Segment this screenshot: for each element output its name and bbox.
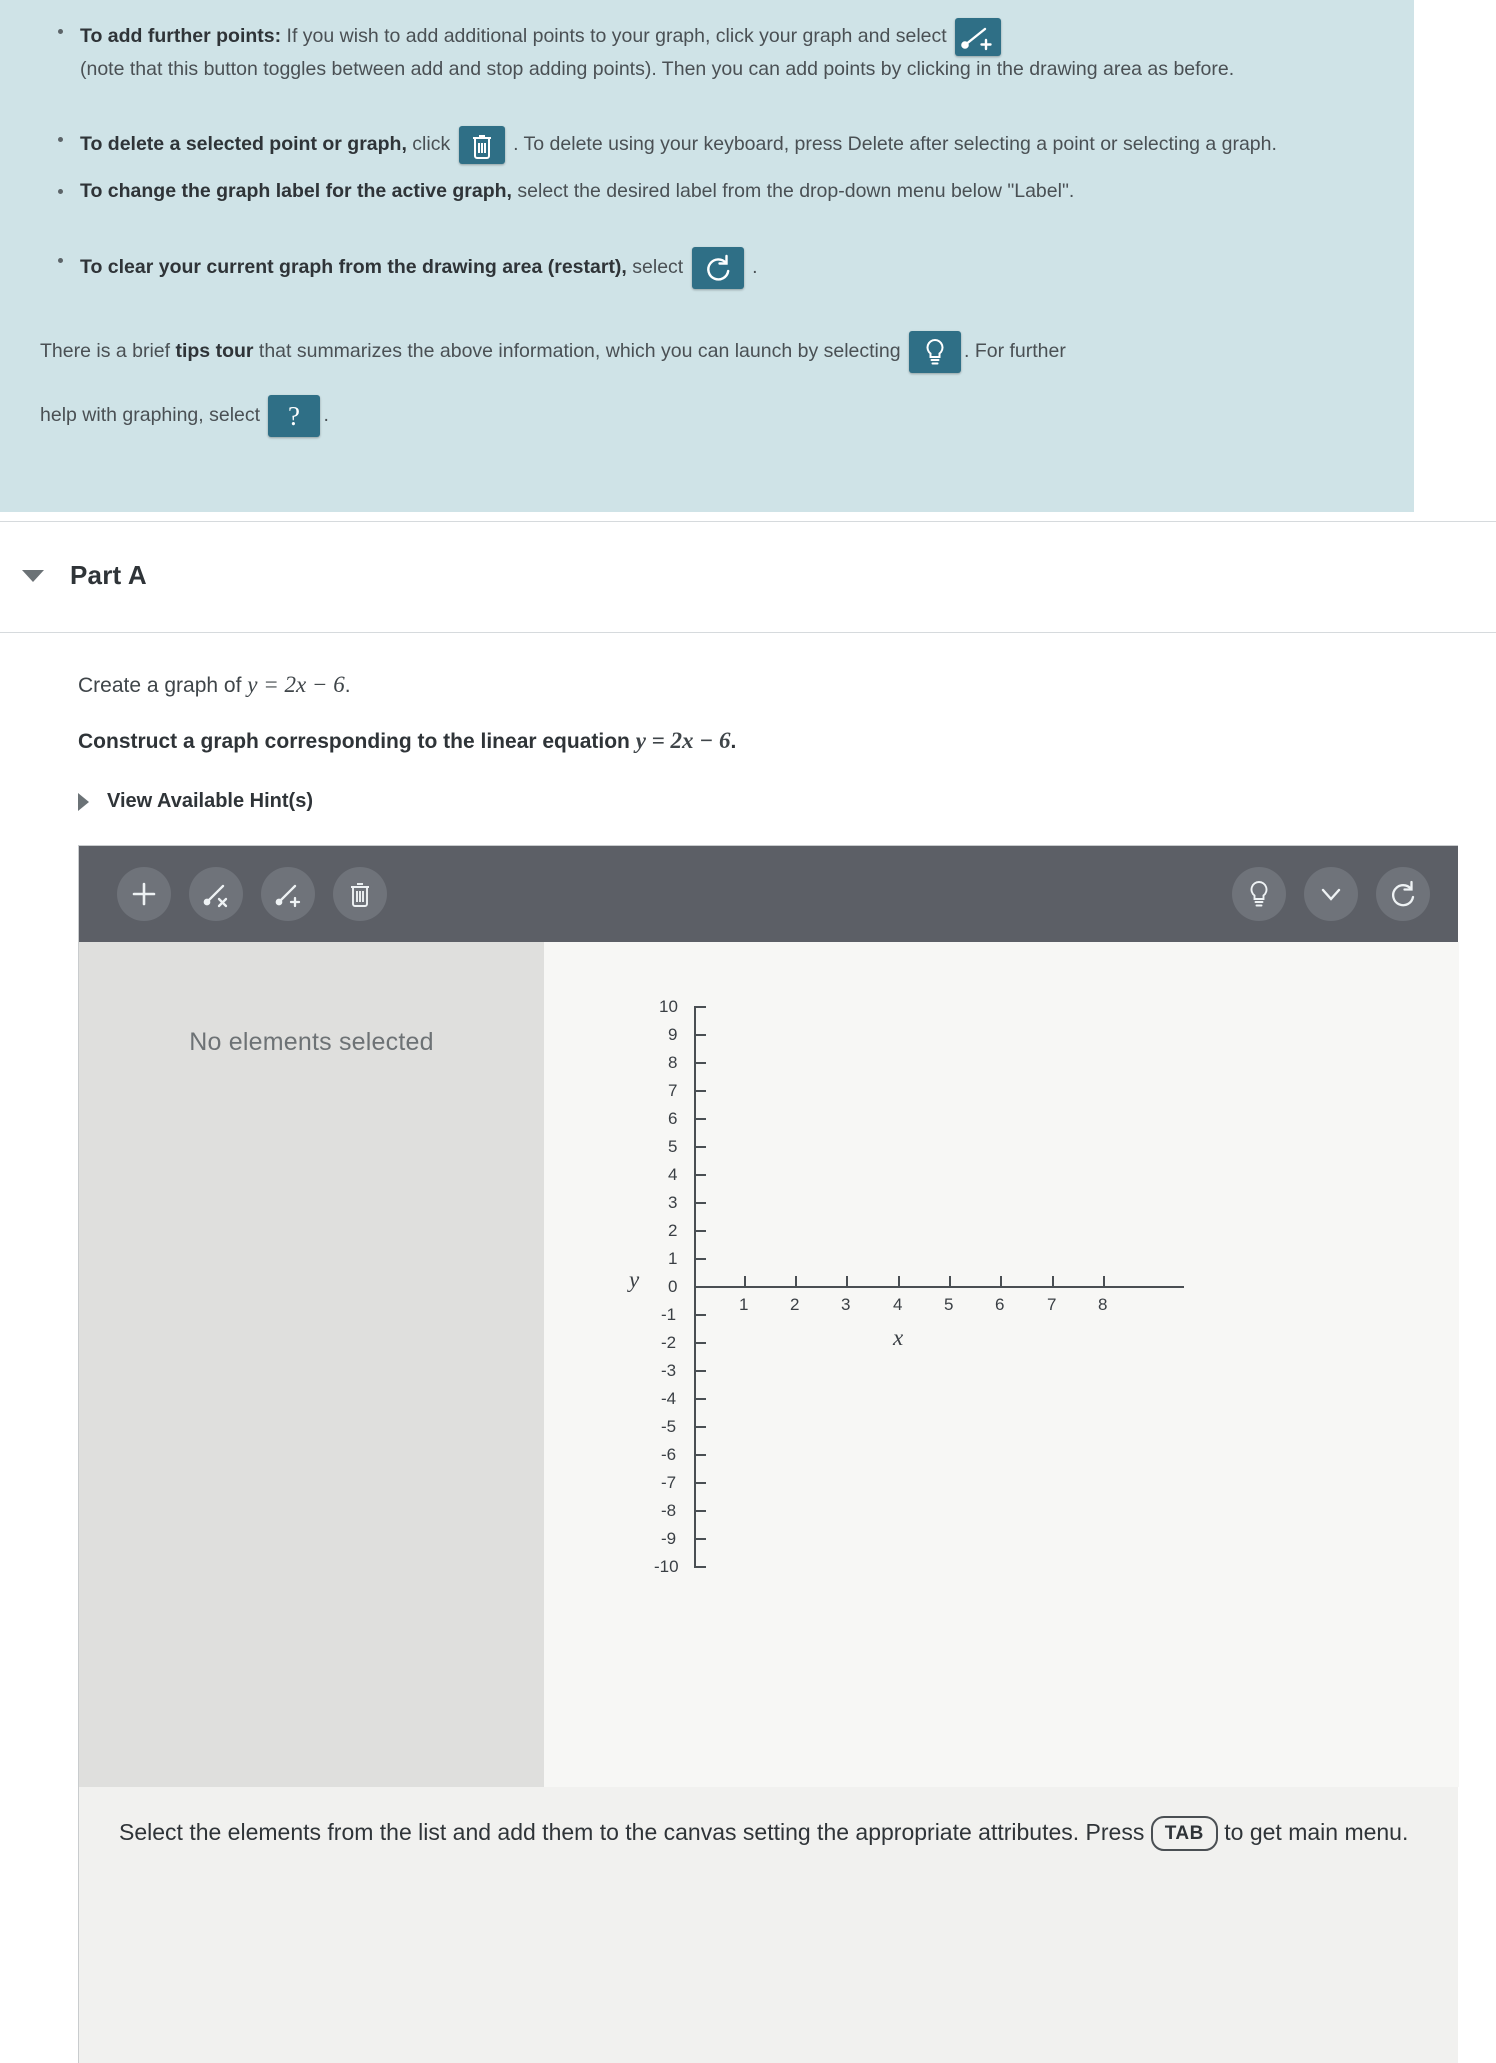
y-axis-label: y bbox=[629, 1267, 640, 1292]
part-a-instruction bbox=[78, 728, 736, 754]
help-text-after: . bbox=[323, 404, 329, 427]
applet-toolbar-right[interactable] bbox=[1232, 867, 1430, 921]
instruction-delete-text: click bbox=[406, 132, 451, 155]
add-point-icon[interactable] bbox=[955, 18, 1001, 56]
part-a-instruction-prefix: Construct a graph corresponding to the linear equation bbox=[78, 730, 636, 753]
part-a-prompt-prefix: Create a graph of bbox=[78, 674, 248, 697]
part-a-header[interactable] bbox=[0, 560, 1496, 591]
divider-part-a bbox=[0, 632, 1496, 633]
question-icon[interactable] bbox=[268, 395, 320, 437]
instruction-change-label bbox=[40, 178, 1374, 206]
instruction-change-label-text: select the desired label from the drop-down menu below "Label". bbox=[511, 179, 1075, 202]
trash-icon[interactable] bbox=[333, 867, 387, 921]
part-a-prompt bbox=[78, 672, 351, 698]
page-right-margin bbox=[1414, 0, 1496, 512]
instruction-delete-lead: To delete a selected point or graph, bbox=[80, 132, 407, 155]
footer-text-after: to get main menu. bbox=[1224, 1819, 1409, 1845]
chevron-down-icon[interactable] bbox=[22, 570, 44, 582]
coordinate-graph[interactable]: 10 9 8 7 6 5 4 3 2 1 0 -1 -2 -3 -4 -5 -6 -7 -8 -9 -10 1 2 3 4 5 6 7 8 y x bbox=[544, 942, 1459, 1787]
applet-toolbar-left[interactable] bbox=[117, 867, 387, 921]
tips-tour-line bbox=[40, 331, 1374, 373]
svg-text:?: ? bbox=[288, 401, 301, 432]
x-axis-line bbox=[694, 1286, 1184, 1288]
tab-key-badge: TAB bbox=[1151, 1816, 1218, 1851]
applet-toolbar[interactable] bbox=[79, 846, 1458, 942]
view-hints-label: View Available Hint(s) bbox=[107, 790, 313, 812]
part-a-instruction-equation: y = 2x − 6 bbox=[635, 728, 731, 753]
instructions-list bbox=[40, 18, 1374, 289]
page-title: Part A bbox=[70, 560, 147, 590]
add-point-icon[interactable] bbox=[261, 867, 315, 921]
view-hints-toggle[interactable] bbox=[78, 790, 313, 813]
instructions-panel bbox=[0, 0, 1414, 512]
tips-bold: tips tour bbox=[175, 340, 254, 363]
tips-tail: . For further bbox=[964, 340, 1066, 363]
instruction-add-points bbox=[40, 18, 1374, 84]
trash-icon[interactable] bbox=[459, 126, 505, 164]
tips-text-before: There is a brief bbox=[40, 340, 176, 363]
instruction-clear-lead: To clear your current graph from the drawing area (restart), bbox=[80, 256, 627, 279]
help-text-before: help with graphing, select bbox=[40, 404, 261, 427]
instruction-add-points-lead: To add further points: bbox=[80, 25, 282, 48]
instruction-clear-tail: . bbox=[752, 256, 758, 279]
applet-footer-note bbox=[79, 1787, 1458, 1851]
graphing-applet[interactable] bbox=[78, 845, 1458, 2063]
tips-text-after: that summarizes the above information, which you can launch by selecting bbox=[253, 340, 901, 363]
stop-adding-points-icon[interactable] bbox=[189, 867, 243, 921]
chevron-right-icon[interactable] bbox=[78, 793, 89, 811]
instruction-delete-tail: . To delete using your keyboard, press Delete after selecting a point or selecting a graph. bbox=[513, 132, 1277, 155]
reset-icon[interactable] bbox=[1376, 867, 1430, 921]
part-a-instruction-suffix: . bbox=[730, 730, 737, 753]
instruction-delete bbox=[40, 126, 1374, 164]
instruction-clear-text: select bbox=[626, 256, 684, 279]
footer-text-before: Select the elements from the list and add them to the canvas setting the appropriate attributes. Press bbox=[119, 1819, 1145, 1845]
lightbulb-icon[interactable] bbox=[909, 331, 961, 373]
instruction-clear bbox=[40, 247, 1374, 289]
instruction-add-points-note: (note that this button toggles between add and stop adding points). Then you can add points by clicking in the drawing area as before. bbox=[80, 58, 1235, 80]
x-axis-label: x bbox=[893, 1325, 904, 1350]
chevron-down-icon[interactable] bbox=[1304, 867, 1358, 921]
no-elements-message: No elements selected bbox=[189, 1028, 434, 1056]
elements-panel[interactable] bbox=[79, 942, 544, 1787]
reset-icon[interactable] bbox=[692, 247, 744, 289]
help-line bbox=[40, 395, 1374, 437]
plus-icon[interactable] bbox=[117, 867, 171, 921]
part-a-prompt-equation: y = 2x − 6 bbox=[247, 672, 345, 697]
lightbulb-icon[interactable] bbox=[1232, 867, 1286, 921]
part-a-prompt-suffix: . bbox=[344, 674, 351, 697]
instruction-change-label-lead: To change the graph label for the active graph, bbox=[80, 179, 512, 202]
divider-top bbox=[0, 521, 1496, 522]
instruction-add-points-text: If you wish to add additional points to your graph, click your graph and select bbox=[281, 25, 947, 48]
